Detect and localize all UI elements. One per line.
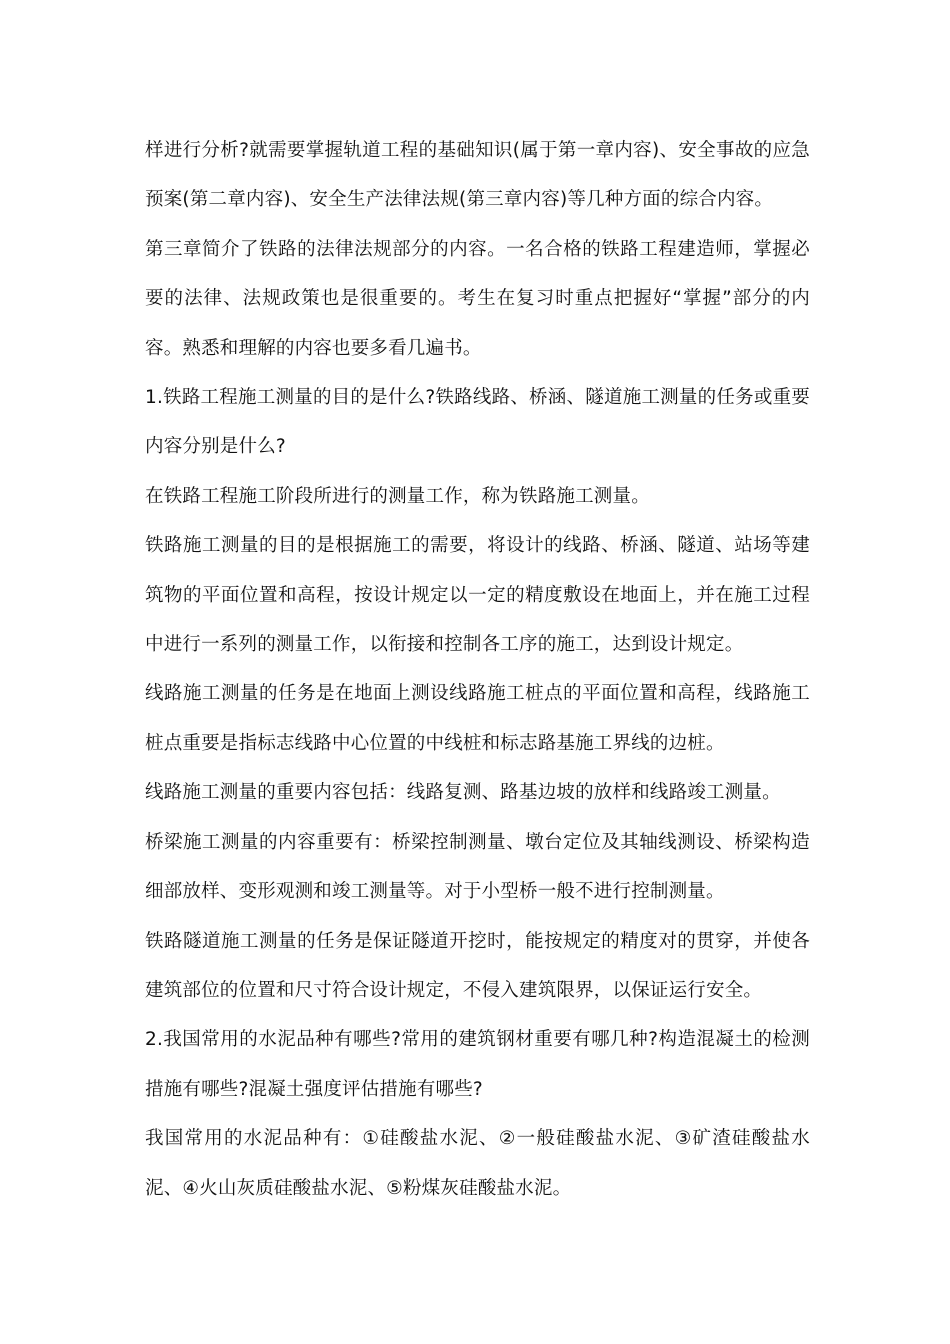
paragraph: 线路施工测量的重要内容包括：线路复测、路基边坡的放样和线路竣工测量。	[145, 782, 781, 804]
question-heading: 2.我国常用的水泥品种有哪些?常用的建筑钢材重要有哪几种?构造混凝土的检测措施有哪些?混凝土强度评估措施有哪些?	[145, 1029, 810, 1100]
paragraph: 铁路隧道施工测量的任务是保证隧道开挖时，能按规定的精度对的贯穿，并使各建筑部位的位置和尺寸符合设计规定，不侵入建筑限界，以保证运行安全。	[145, 930, 810, 1001]
paragraph: 铁路施工测量的目的是根据施工的需要，将设计的线路、桥涵、隧道、站场等建筑物的平面位置和高程，按设计规定以一定的精度敷设在地面上，并在施工过程中进行一系列的测量工作，以衔接和控制各工序的施工，达到设计规定。	[145, 535, 810, 656]
paragraph: 在铁路工程施工阶段所进行的测量工作，称为铁路施工测量。	[145, 485, 650, 507]
question-heading: 1.铁路工程施工测量的目的是什么?铁路线路、桥涵、隧道施工测量的任务或重要内容分别是什么?	[145, 387, 810, 458]
paragraph: 样进行分析?就需要掌握轨道工程的基础知识(属于第一章内容)、安全事故的应急预案(第二章内容)、安全生产法律法规(第三章内容)等几种方面的综合内容。	[145, 140, 810, 211]
document-body	[145, 126, 810, 1213]
paragraph: 我国常用的水泥品种有：①硅酸盐水泥、②一般硅酸盐水泥、③矿渣硅酸盐水泥、④火山灰质硅酸盐水泥、⑤粉煤灰硅酸盐水泥。	[145, 1128, 810, 1199]
paragraph: 第三章简介了铁路的法律法规部分的内容。一名合格的铁路工程建造师，掌握必要的法律、法规政策也是很重要的。考生在复习时重点把握好“掌握”部分的内容。熟悉和理解的内容也要多看几遍书。	[145, 238, 810, 359]
paragraph: 线路施工测量的任务是在地面上测设线路施工桩点的平面位置和高程，线路施工桩点重要是指标志线路中心位置的中线桩和标志路基施工界线的边桩。	[145, 683, 810, 754]
paragraph: 桥梁施工测量的内容重要有：桥梁控制测量、墩台定位及其轴线测设、桥梁构造细部放样、变形观测和竣工测量等。对于小型桥一般不进行控制测量。	[145, 831, 810, 903]
